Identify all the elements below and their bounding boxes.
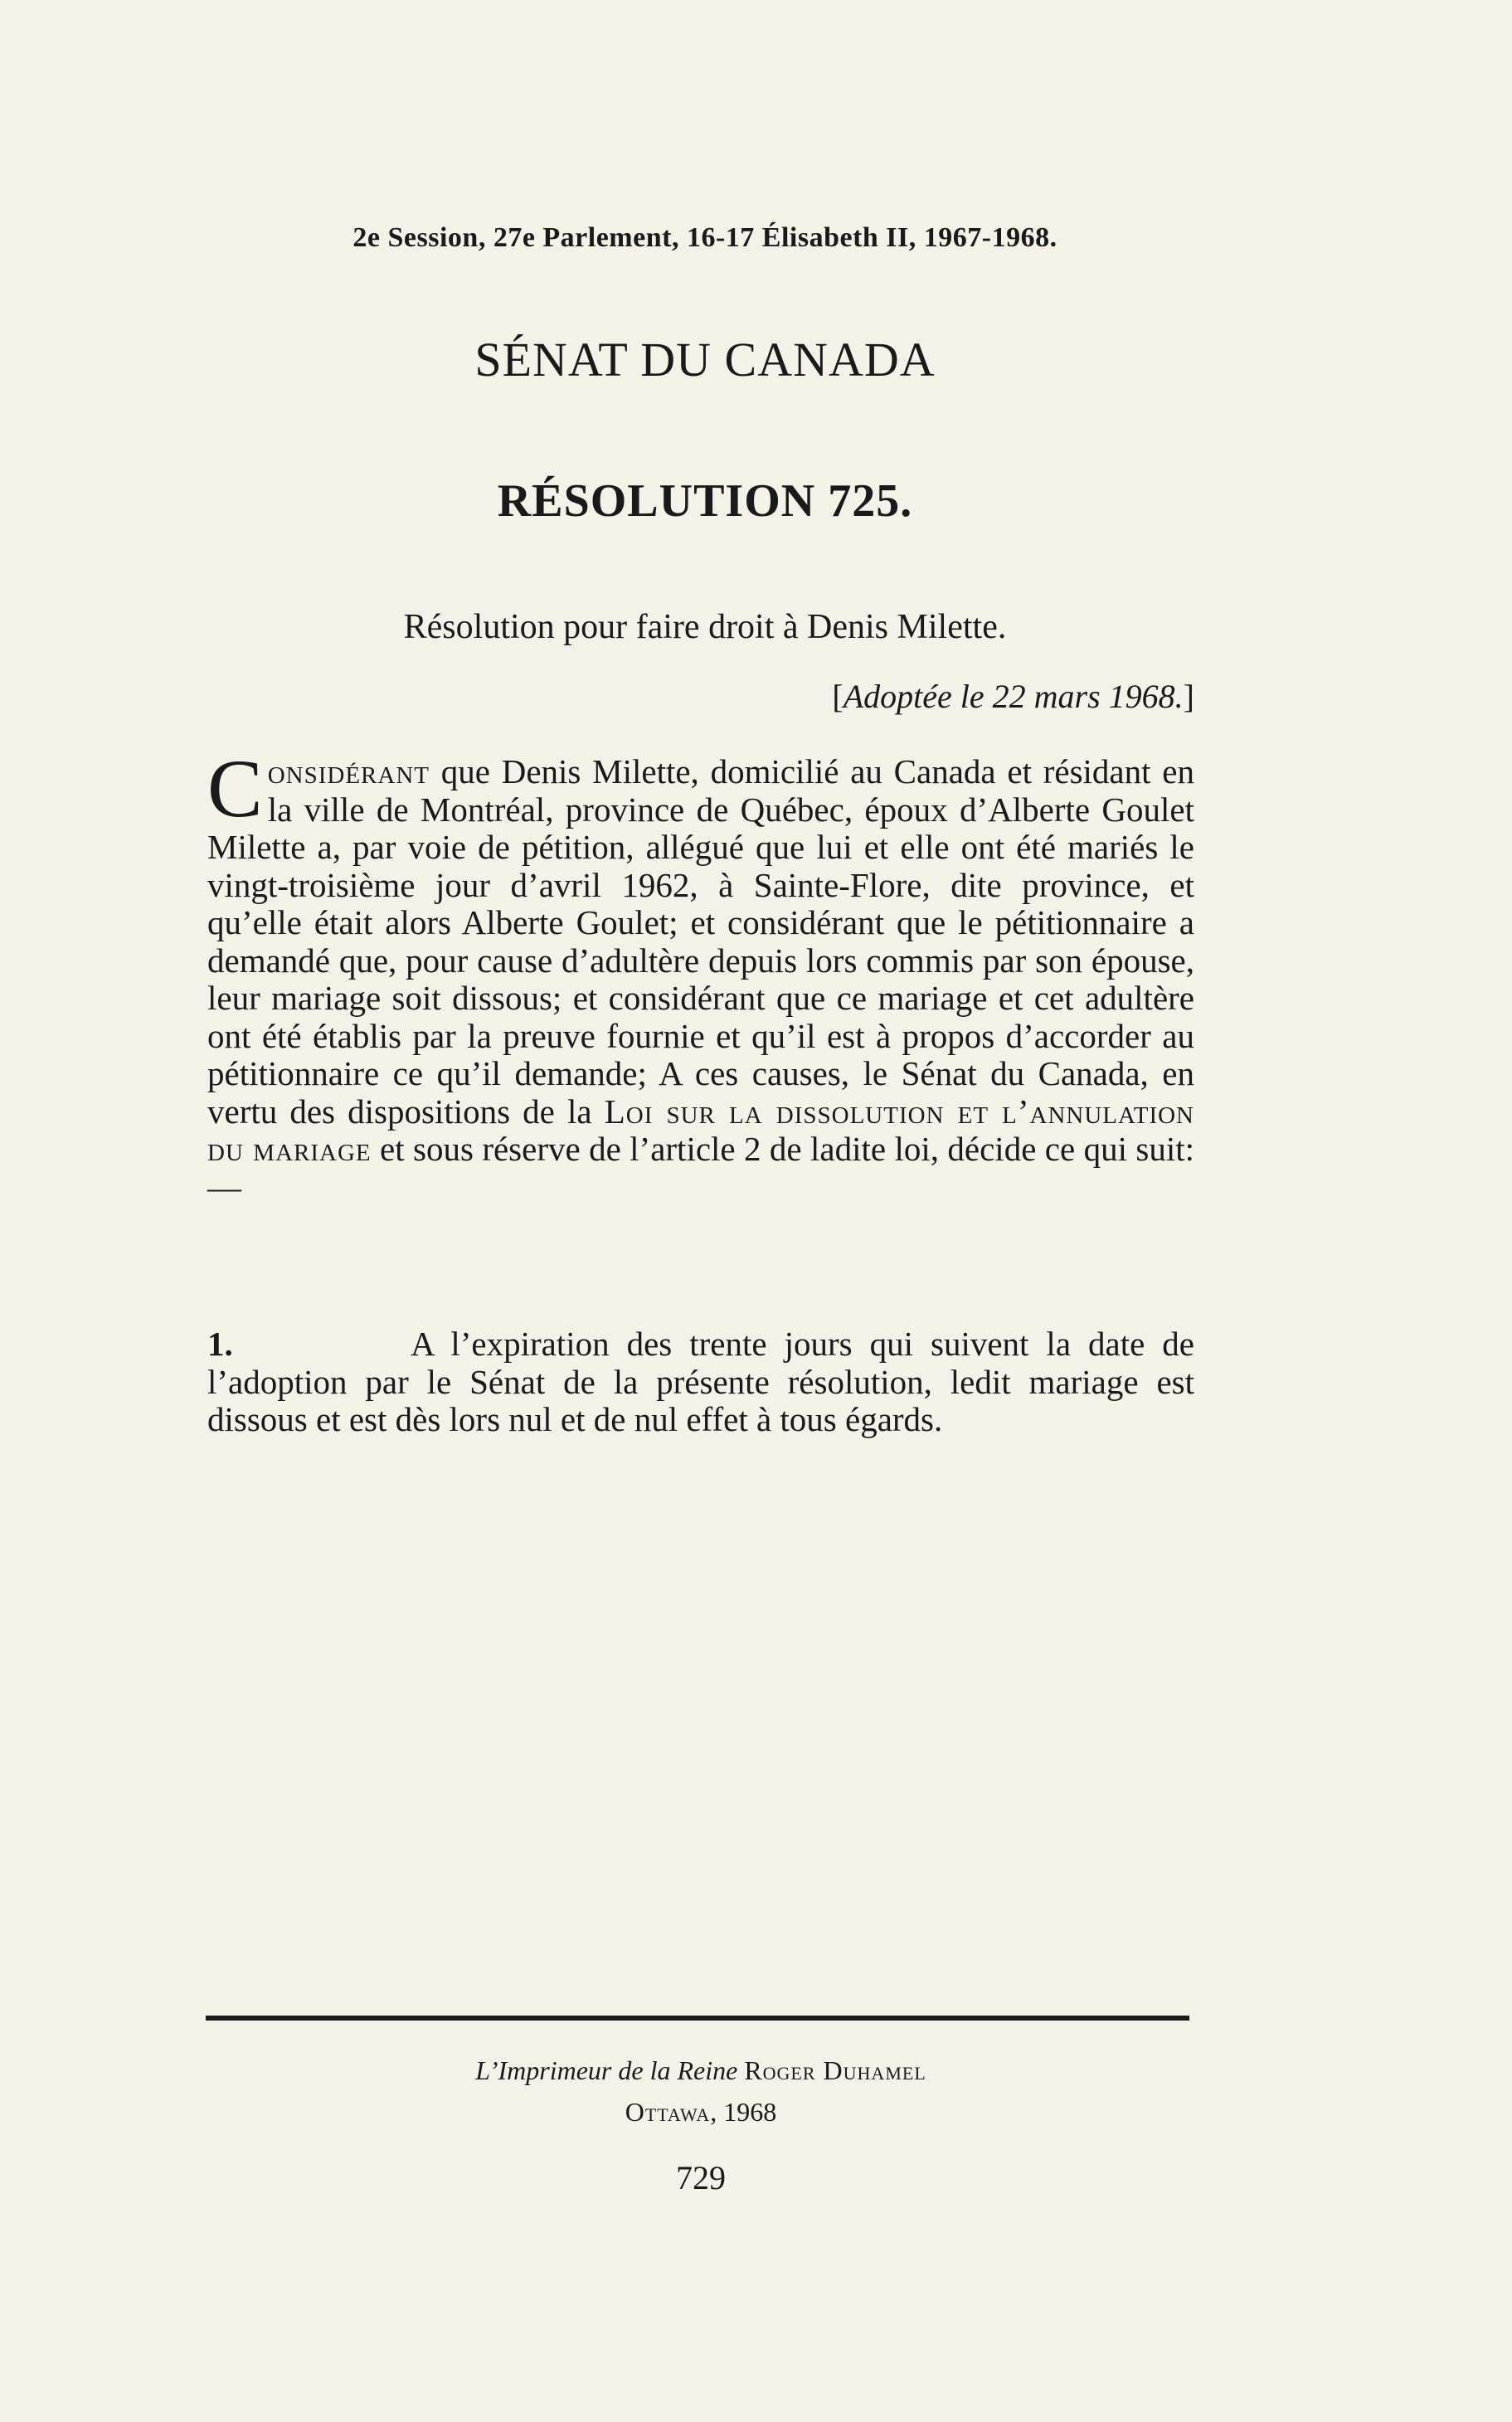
act-name: Loi sur la dissolution et l’annulation du mariage [207, 1092, 1194, 1168]
imprint-line [0, 2097, 1402, 2128]
adoption-date-text: Adoptée le 22 mars 1968. [843, 678, 1184, 715]
clause-1 [207, 1325, 1194, 1439]
preamble-text-part2: et sous réserve de l’article 2 de ladite loi, décide ce qui suit:— [207, 1130, 1195, 1206]
imprint-year: , 1968 [710, 2097, 777, 2127]
adoption-bracket-open: [ [832, 678, 844, 715]
imprint-city: Ottawa [625, 2097, 711, 2127]
adoption-bracket-close: ] [1183, 678, 1194, 715]
printer-title: L’Imprimeur de la Reine [475, 2055, 738, 2085]
resolution-title: RÉSOLUTION 725. [497, 475, 913, 527]
clause-number: 1. [207, 1325, 233, 1363]
drop-cap: C [207, 742, 263, 834]
clause-text: A l’expiration des trente jours qui suivent la date de l’adoption par le Sénat de la présente résolution, ledit mariage est dissous et est dès lors nul et de nul effet à tous égards. [207, 1325, 1194, 1438]
preamble-paragraph [207, 742, 1195, 1206]
printer-line [0, 2055, 1402, 2086]
session-header: 2e Session, 27e Parlement, 16-17 Élisabeth II, 1967-1968. [352, 222, 1057, 253]
preamble-text-part1: que Denis Milette, domicilié au Canada et résidant en la ville de Montréal, province de Québec, époux d’Alberte Goulet Milette a, par voie de pétition, allégué que lui et elle ont été mariés le vingt-troisième jour d’avril 1962, à Sainte-Flore, dite province, et qu’elle était alors Alberte Goulet; et considérant que le pétitionnaire a demandé que, pour cause d’adultère depuis lors commis par son épouse, leur mariage soit dissous; et considérant que ce mariage et cet adultère ont été établis par la preuve fournie et qu’il est à propos d’accorder au pétitionnaire ce qu’il demande; A ces causes, le Sénat du Canada, en vertu des dispositions de la [207, 752, 1194, 1131]
adoption-date [713, 677, 1194, 716]
printer-name: Roger Duhamel [744, 2055, 926, 2085]
chamber-title: SÉNAT DU CANADA [474, 333, 936, 387]
footer-rule [206, 2016, 1189, 2021]
page-number: 729 [676, 2159, 726, 2196]
preamble-first-word: onsidérant [267, 752, 430, 790]
resolution-subtitle: Résolution pour faire droit à Denis Milette. [403, 608, 1007, 646]
